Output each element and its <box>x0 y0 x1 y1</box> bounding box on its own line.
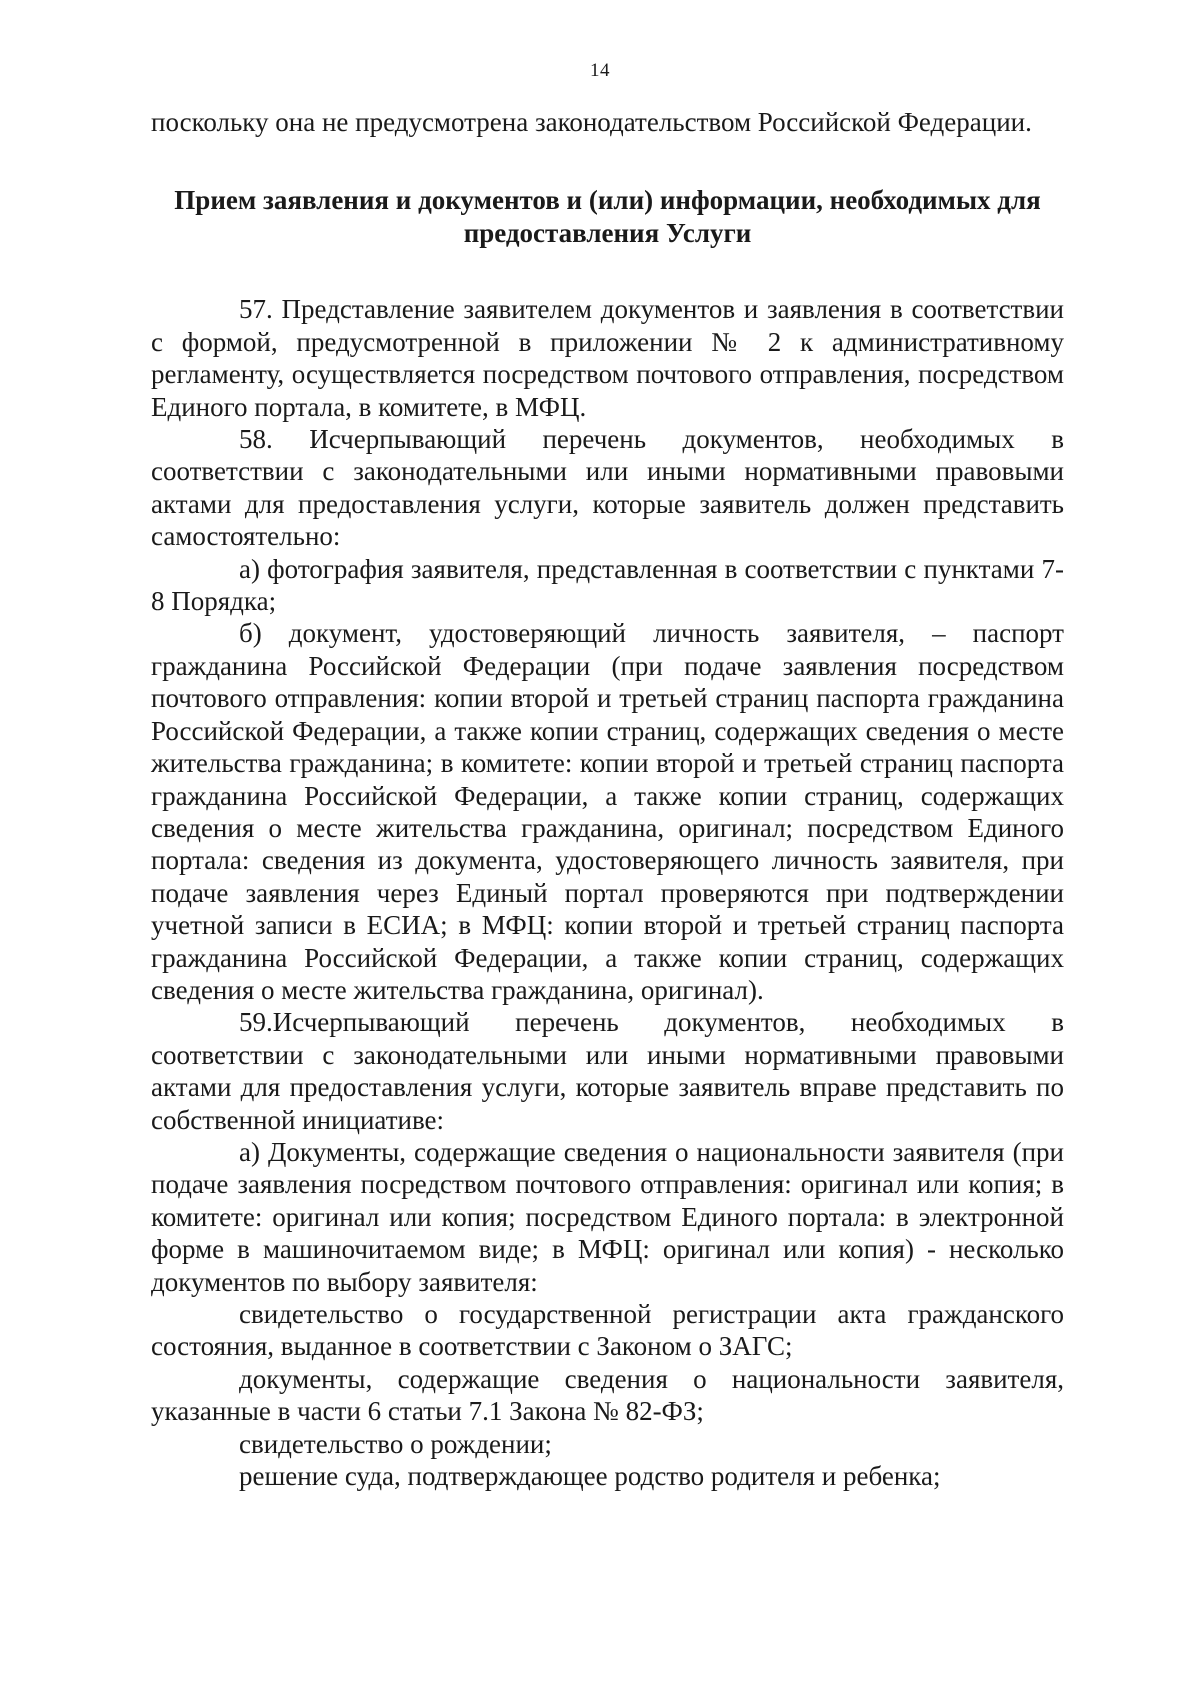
paragraph-58-item-a: а) фотография заявителя, представленная в соответствии с пунктами 7-8 Порядка; <box>151 553 1064 617</box>
list-item-nationality-documents: документы, содержащие сведения о национальности заявителя, указанные в части 6 статьи 7.1 Закона № 82-ФЗ; <box>151 1363 1064 1427</box>
paragraph-59-item-a: а) Документы, содержащие сведения о национальности заявителя (при подаче заявления посредством почтового отправления: оригинал или копия; в комитете: оригинал или копия; посредством Единого портала: в электронной форме в машиночитаемом виде; в МФЦ: оригинал или копия) - несколько документов по выбору заявителя: <box>151 1136 1064 1297</box>
page-number: 14 <box>590 60 610 81</box>
section-heading <box>151 184 1064 250</box>
section-heading-line-1: Прием заявления и документов и (или) информации, необходимых для <box>174 185 1041 216</box>
section-heading-line-2: предоставления Услуги <box>463 218 752 249</box>
paragraph-59: 59.Исчерпывающий перечень документов, необходимых в соответствии с законодательными или иными нормативными правовыми актами для предоставления услуги, которые заявитель вправе представить по собственной инициативе: <box>151 1007 1064 1135</box>
paragraph-58-item-b: б) документ, удостоверяющий личность заявителя, – паспорт гражданина Российской Федерации (при подаче заявления посредством почтового отправления: копии второй и третьей страниц паспорта гражданина Российской Федерации, а также копии страниц, содержащих сведения о месте жительства гражданина; в комитете: копии второй и третьей страниц паспорта гражданина Российской Федерации, а также копии страниц, содержащих сведения о месте жительства гражданина, оригинал; посредством Единого портала: сведения из документа, удостоверяющего личность заявителя, при подаче заявления через Единый портал проверяются при подтверждении учетной записи в ЕСИА; в МФЦ: копии второй и третьей страниц паспорта гражданина Российской Федерации, а также копии страниц, содержащих сведения о месте жительства гражданина, оригинал). <box>151 618 1064 1005</box>
list-item-zags-certificate: свидетельство о государственной регистрации акта гражданского состояния, выданное в соответствии с Законом о ЗАГС; <box>151 1299 1064 1362</box>
list-item-birth-certificate: свидетельство о рождении; <box>239 1428 552 1459</box>
list-item-court-decision: решение суда, подтверждающее родство родителя и ребенка; <box>239 1461 941 1492</box>
paragraph-continuation: поскольку она не предусмотрена законодательством Российской Федерации. <box>151 107 1032 137</box>
paragraph-58: 58. Исчерпывающий перечень документов, необходимых в соответствии с законодательными или иными нормативными правовыми актами для предоставления услуги, которые заявитель должен представить самостоятельно: <box>151 424 1064 552</box>
document-body <box>151 106 1064 1492</box>
paragraph-57: 57. Представление заявителем документов и заявления в соответствии с формой, предусмотренной в приложении № 2 к административному регламенту, осуществляется посредством почтового отправления, посредством Единого портала, в комитете, в МФЦ. <box>151 294 1064 422</box>
